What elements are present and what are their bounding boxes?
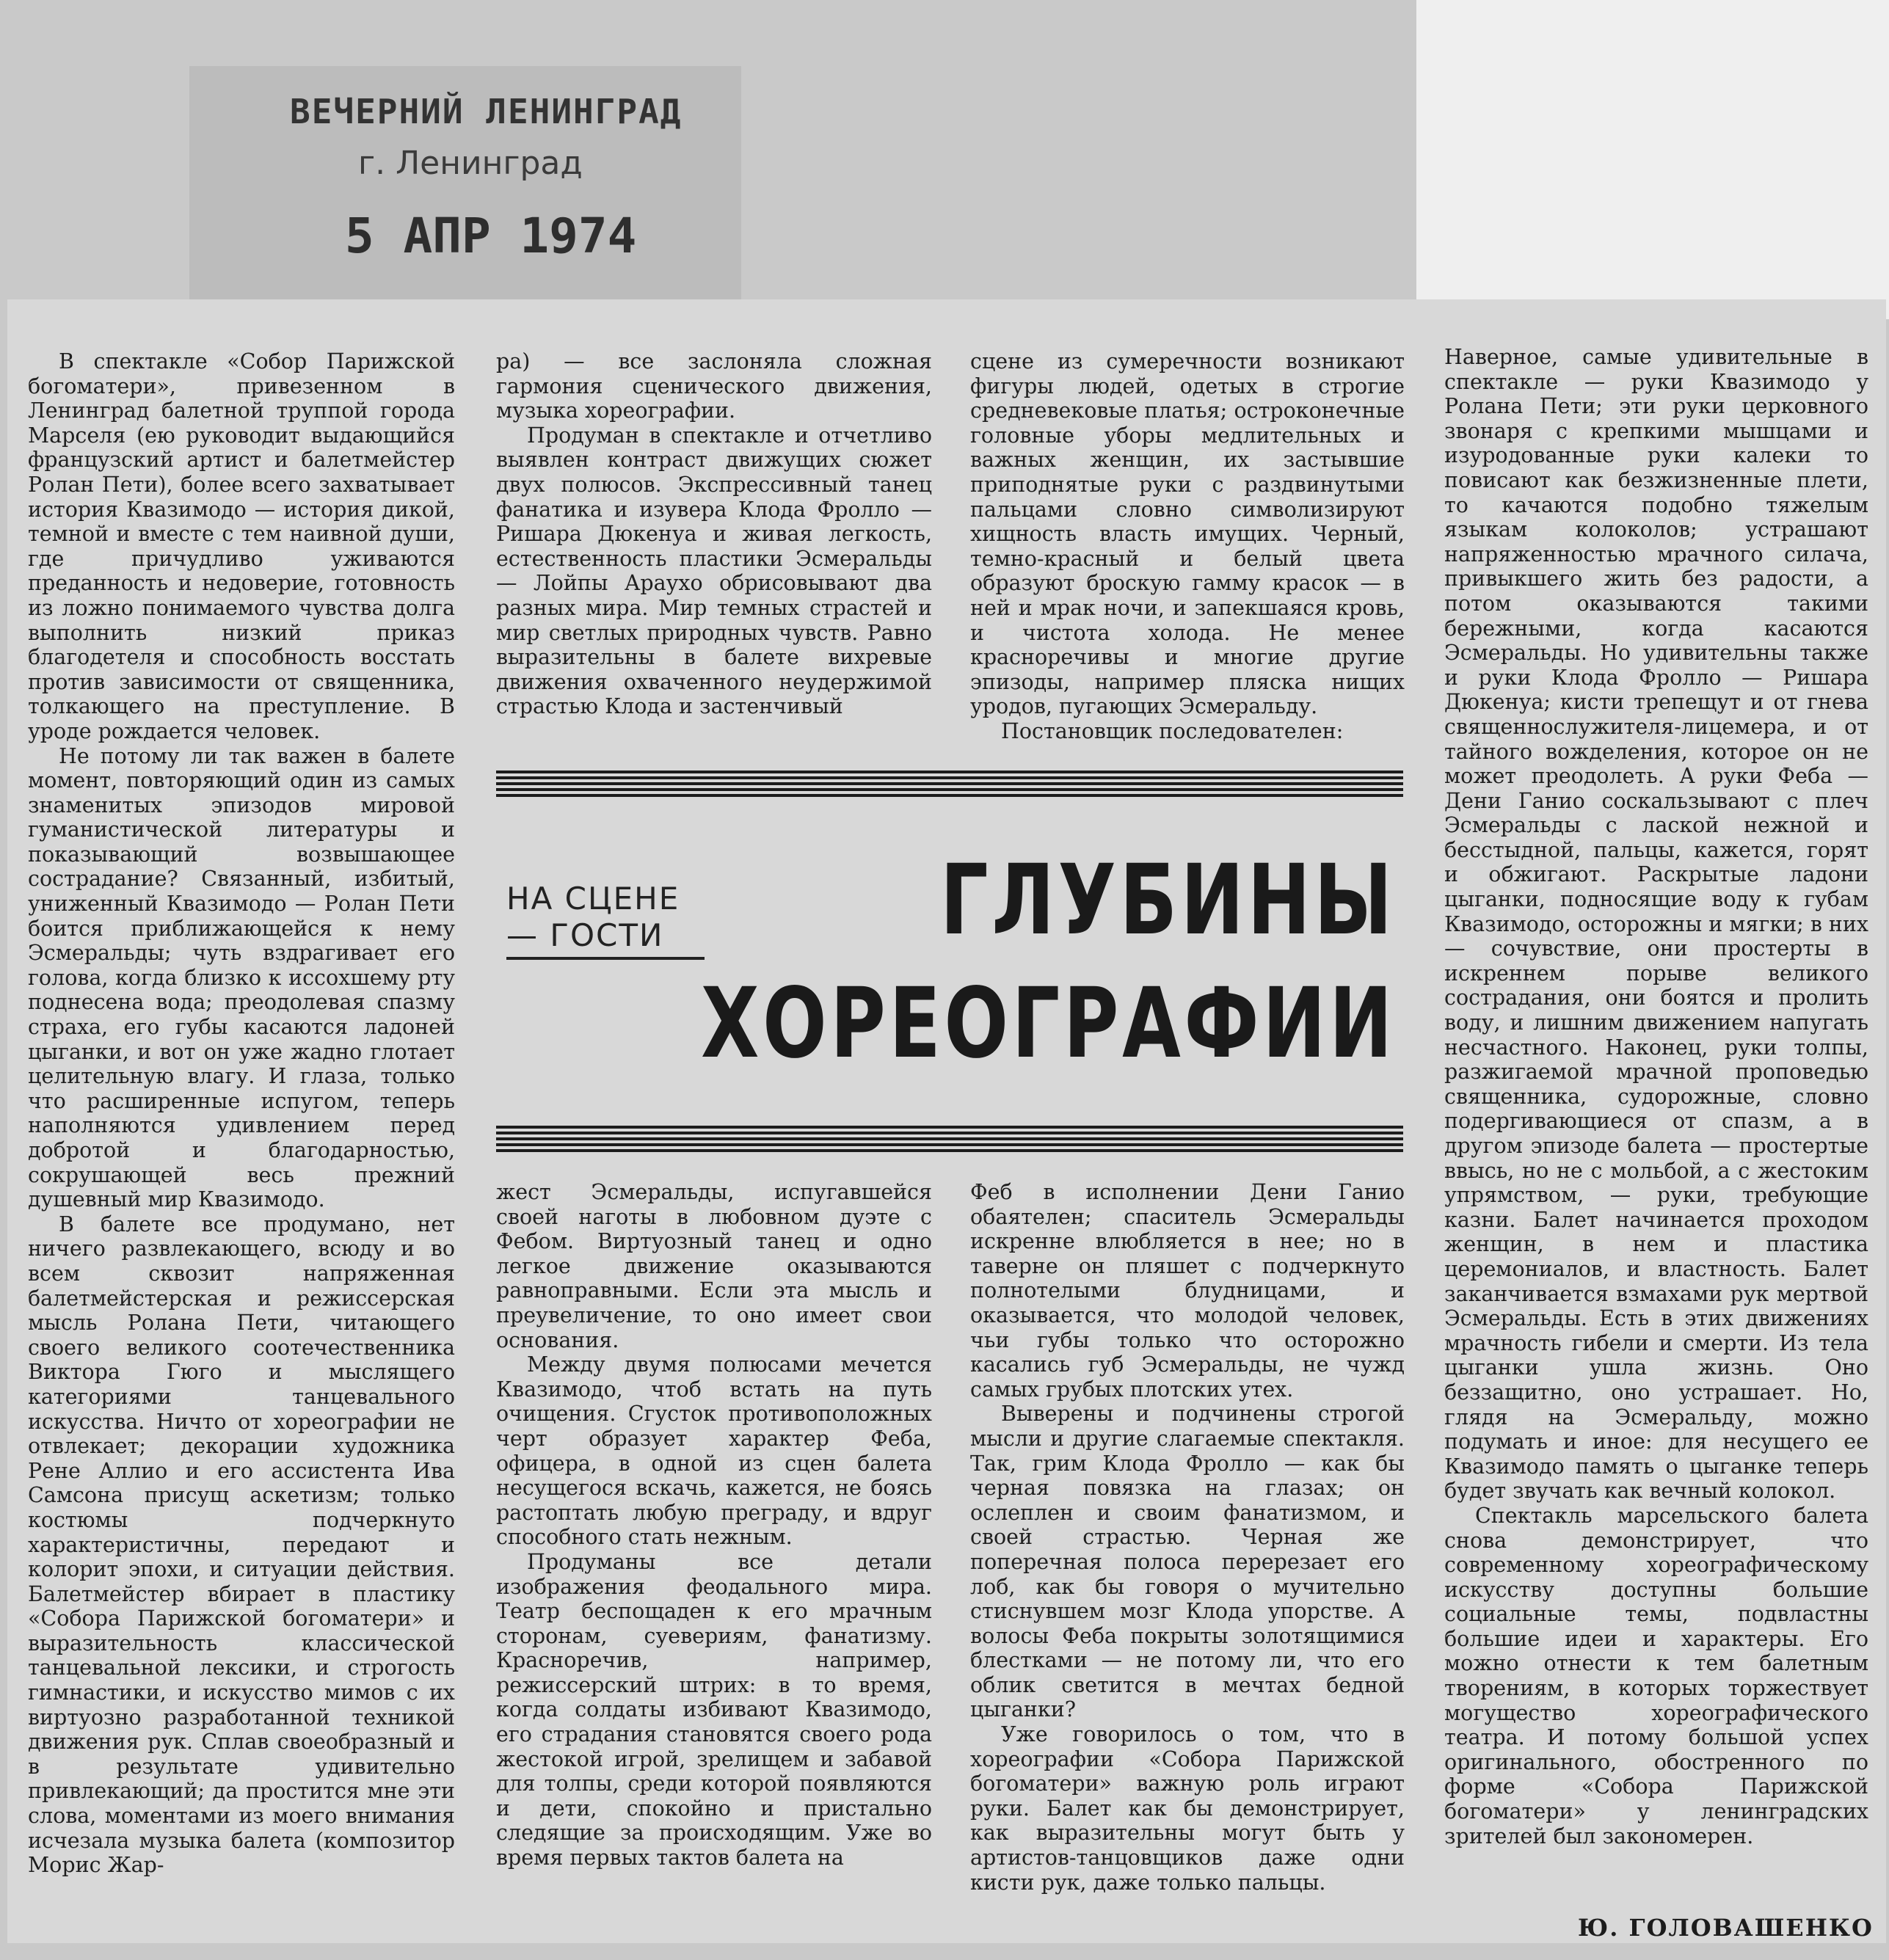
article-column-3-bottom xyxy=(970,1180,1405,1949)
paragraph: Спектакль марсельского балета снова демонстрирует, что современному хореографическому искусству доступны большие социальные темы, подвластны большие идеи и характеры. Его можно отнести к тем балетным творениям, в которых торжествует могущество хореографического театра. И потому большой успех оригинального, обостренного по форме «Собора Парижской богоматери» у ленинградских зрителей был закономерен. xyxy=(1444,1503,1868,1848)
paragraph: Уже говорилось о том, что в хореографии «Собора Парижской богоматери» важную роль играют руки. Балет как бы демонстрирует, как выразительны могут быть у артистов-танцовщиков даже одни кисти рук, даже только пальцы. xyxy=(970,1722,1405,1895)
paragraph: Наверное, самые удивительные в спектакле — руки Квазимодо у Ролана Пети; эти руки церковного звонаря с крепкими мышцами и изуродованные руки калеки то повисают как безжизненные плети, то качаются подобно тяжелым языкам колоколов; устрашают напряженностью мрачного силача, привыкшего жить без радости, а потом оказываются такими бережными, когда касаются Эсмеральды. Но удивительны также и руки Клода Фролло — Ришара Дюкенуа; кисти трепещут и от гнева священнослужителя-лицемера, и от тайного вожделения, которое он не может преодолеть. А руки Феба — Дени Ганио соскальзывают с плеч Эсмеральды с лаской нежной и бесстыдной, пальцы, кажется, горят и обжигают. Раскрытые ладони цыганки, подносящие воду к губам Квазимодо, осторожны и мягки; в них — сочувствие, они простерты в искреннем порыве великого сострадания, они боятся и пролить воду, и лишним движением напугать несчастного. Наконец, руки толпы, разжигаемой мрачной проповедью священника, судорожные, словно подергивающиеся от спазм, а в другом эпизоде балета — простертые ввысь, но не с мольбой, а с жестоким упрямством, — руки, требующие казни. Балет начинается проходом женщин, в нем и пластика церемониалов, и властность. Балет заканчивается взмахами рук мертвой Эсмеральды. Есть в этих движениях мрачность гибели и смерти. Из тела цыганки ушла жизнь. Оно беззащитно, оно устрашает. Но, глядя на Эсмеральду, можно подумать и иное: для несущего ее Квазимодо память о цыганке теперь будет звучать как вечный колокол. xyxy=(1444,345,1868,1504)
article-column-2-top xyxy=(496,349,932,749)
paragraph: Продуман в спектакле и отчетливо выявлен контраст движущих сюжет двух полюсов. Экспрессивный танец фанатика и изувера Клода Фролло — Ришара Дюкенуа и живая легкость, естественность пластики Эсмеральды — Лойпы Араухо обрисовывают два разных мира. Мир темных страстей и мир светлых природных чувств. Равно выразительны в балете вихревые движения охваченного неудержимой страстью Клода и застенчивый xyxy=(496,423,932,719)
headline-line-2: ХОРЕОГРАФИИ xyxy=(701,967,1396,1080)
headline-line-1: ГЛУБИНЫ xyxy=(940,844,1396,957)
rubric-kicker: НА СЦЕНЕ — ГОСТИ xyxy=(506,881,705,960)
top-rule xyxy=(496,770,1403,797)
headline-block xyxy=(496,770,1403,1159)
stamp-city: г. Ленинград xyxy=(358,145,583,182)
paragraph: жест Эсмеральды, испугавшейся своей наготы в любовном дуэте с Фебом. Виртуозный танец и одно легкое движение оказываются равноправными. Если эта мысль и преувеличение, то оно имеет свои основания. xyxy=(496,1180,932,1352)
article-column-2-bottom xyxy=(496,1180,932,1949)
paragraph: Не потому ли так важен в балете момент, повторяющий один из самых знаменитых эпизодов мировой гуманистической литературы и показывающий возвышающее сострадание? Связанный, избитый, униженный Квазимодо — Ролан Пети боится приближающейся к нему Эсмеральды; чуть вздрагивает его голова, когда близко к иссохшему рту поднесена вода; преодолевая спазму страха, его губы касаются ладоней цыганки, и вот он уже жадно глотает целительную влагу. И глаза, только что расширенные испугом, теперь наполняются удивлением перед добротой и благодарностью, сокрушающей весь прежний душевный мир Квазимодо. xyxy=(28,743,455,1212)
paragraph: В балете все продумано, нет ничего развлекающего, всюду и во всем сквозит напряженная балетмейстерская и режиссерская мысль Ролана Пети, читающего своего великого соотечественника Виктора Гюго и мыслящего категориями танцевального искусства. Ничто от хореографии не отвлекает; декорации художника Рене Аллио и его ассистента Ива Самсона присущ аскетизм; только костюмы подчеркнуто характеристичны, передают и колорит эпохи, и ситуации действия. Балетмейстер вбирает в пластику «Собора Парижской богоматери» и выразительность классической танцевальной лексики, и строгость гимнастики, и искусство мимов с их виртуозно разработанной техникой движения рук. Сплав своеобразный и в результате удивительно привлекающий; да простится мне эти слова, моментами из моего внимания исчезала музыка балета (композитор Морис Жар- xyxy=(28,1212,455,1878)
paragraph: ра) — все заслоняла сложная гармония сценического движения, музыка хореографии. xyxy=(496,349,932,423)
paragraph: Выверены и подчинены строгой мысли и другие слагаемые спектакля. Так, грим Клода Фролло — как бы черная повязка на глазах; он ослеплен и своим фанатизмом, и своей страстью. Черная же поперечная полоса перерезает его лоб, как бы говоря о мучительно стиснувшем мозг Клода упорстве. А волосы Феба покрыты золотящимися блестками — не потому ли, что его облик светится в мечтах бедной цыганки? xyxy=(970,1402,1405,1722)
author-byline: Ю. ГОЛОВАШЕНКО xyxy=(1578,1914,1874,1942)
paragraph: Между двумя полюсами мечется Квазимодо, чтоб встать на путь очищения. Сгусток противоположных черт образует характер Феба, офицера, в одной из сцен балета несущегося вскачь, кажется, не боясь растоптать любую преграду, и вдруг способного стать нежным. xyxy=(496,1352,932,1550)
stamp-newspaper: ВЕЧЕРНИЙ ЛЕНИНГРАД xyxy=(290,92,683,131)
article-column-3-top xyxy=(970,349,1405,749)
paper-edge xyxy=(1416,0,1889,319)
article-column-4 xyxy=(1444,345,1868,1908)
paragraph: В спектакле «Собор Парижской богоматери», привезенном в Ленинград балетной труппой города Марселя (ею руководит выдающийся французский артист и балетмейстер Ролан Пети), более всего захватывает история Квазимодо — история дикой, темной и вместе с тем наивной души, где причудливо уживаются преданность и недоверие, готовность из ложно понимаемого чувства долга выполнить низкий приказ благодетеля и способность восстать против зависимости от священника, толкающего на преступление. В уроде рождается человек. xyxy=(28,349,455,743)
paragraph: Феб в исполнении Дени Ганио обаятелен; спаситель Эсмеральды искренне влюбляется в нее; но в таверне он пляшет с подчеркнуто полнотелыми блудницами, и оказывается, что молодой человек, чьи губы только что осторожно касались губ Эсмеральды, не чужд самых грубых плотских утех. xyxy=(970,1180,1405,1402)
paragraph: сцене из сумеречности возникают фигуры людей, одетых в строгие средневековые платья; остроконечные головные уборы медлительных и важных женщин, их застывшие приподнятые руки с раздвинутыми пальцами словно символизируют хищность власть имущих. Черный, темно-красный и белый цвета образуют броскую гамму красок — в ней и мрак ночи, и запекшаяся кровь, и чистота холода. Не менее красноречивы и многие другие эпизоды, например пляска нищих уродов, пугающих Эсмеральду. xyxy=(970,349,1405,719)
paragraph: Продуманы все детали изображения феодального мира. Театр беспощаден к его мрачным сторонам, суевериям, фанатизму. Красноречив, например, режиссерский штрих: в то время, когда солдаты избивают Квазимодо, его страдания становятся своего рода жестокой игрой, зрелищем и забавой для толпы, среди которой появляются и дети, спокойно и пристально следящие за происходящим. Уже во время первых тактов балета на xyxy=(496,1549,932,1870)
bottom-rule xyxy=(496,1126,1403,1152)
article-column-1 xyxy=(28,349,455,1949)
stamp-date: 5 АПР 1974 xyxy=(345,208,637,264)
paragraph: Постановщик последователен: xyxy=(1001,718,1344,743)
